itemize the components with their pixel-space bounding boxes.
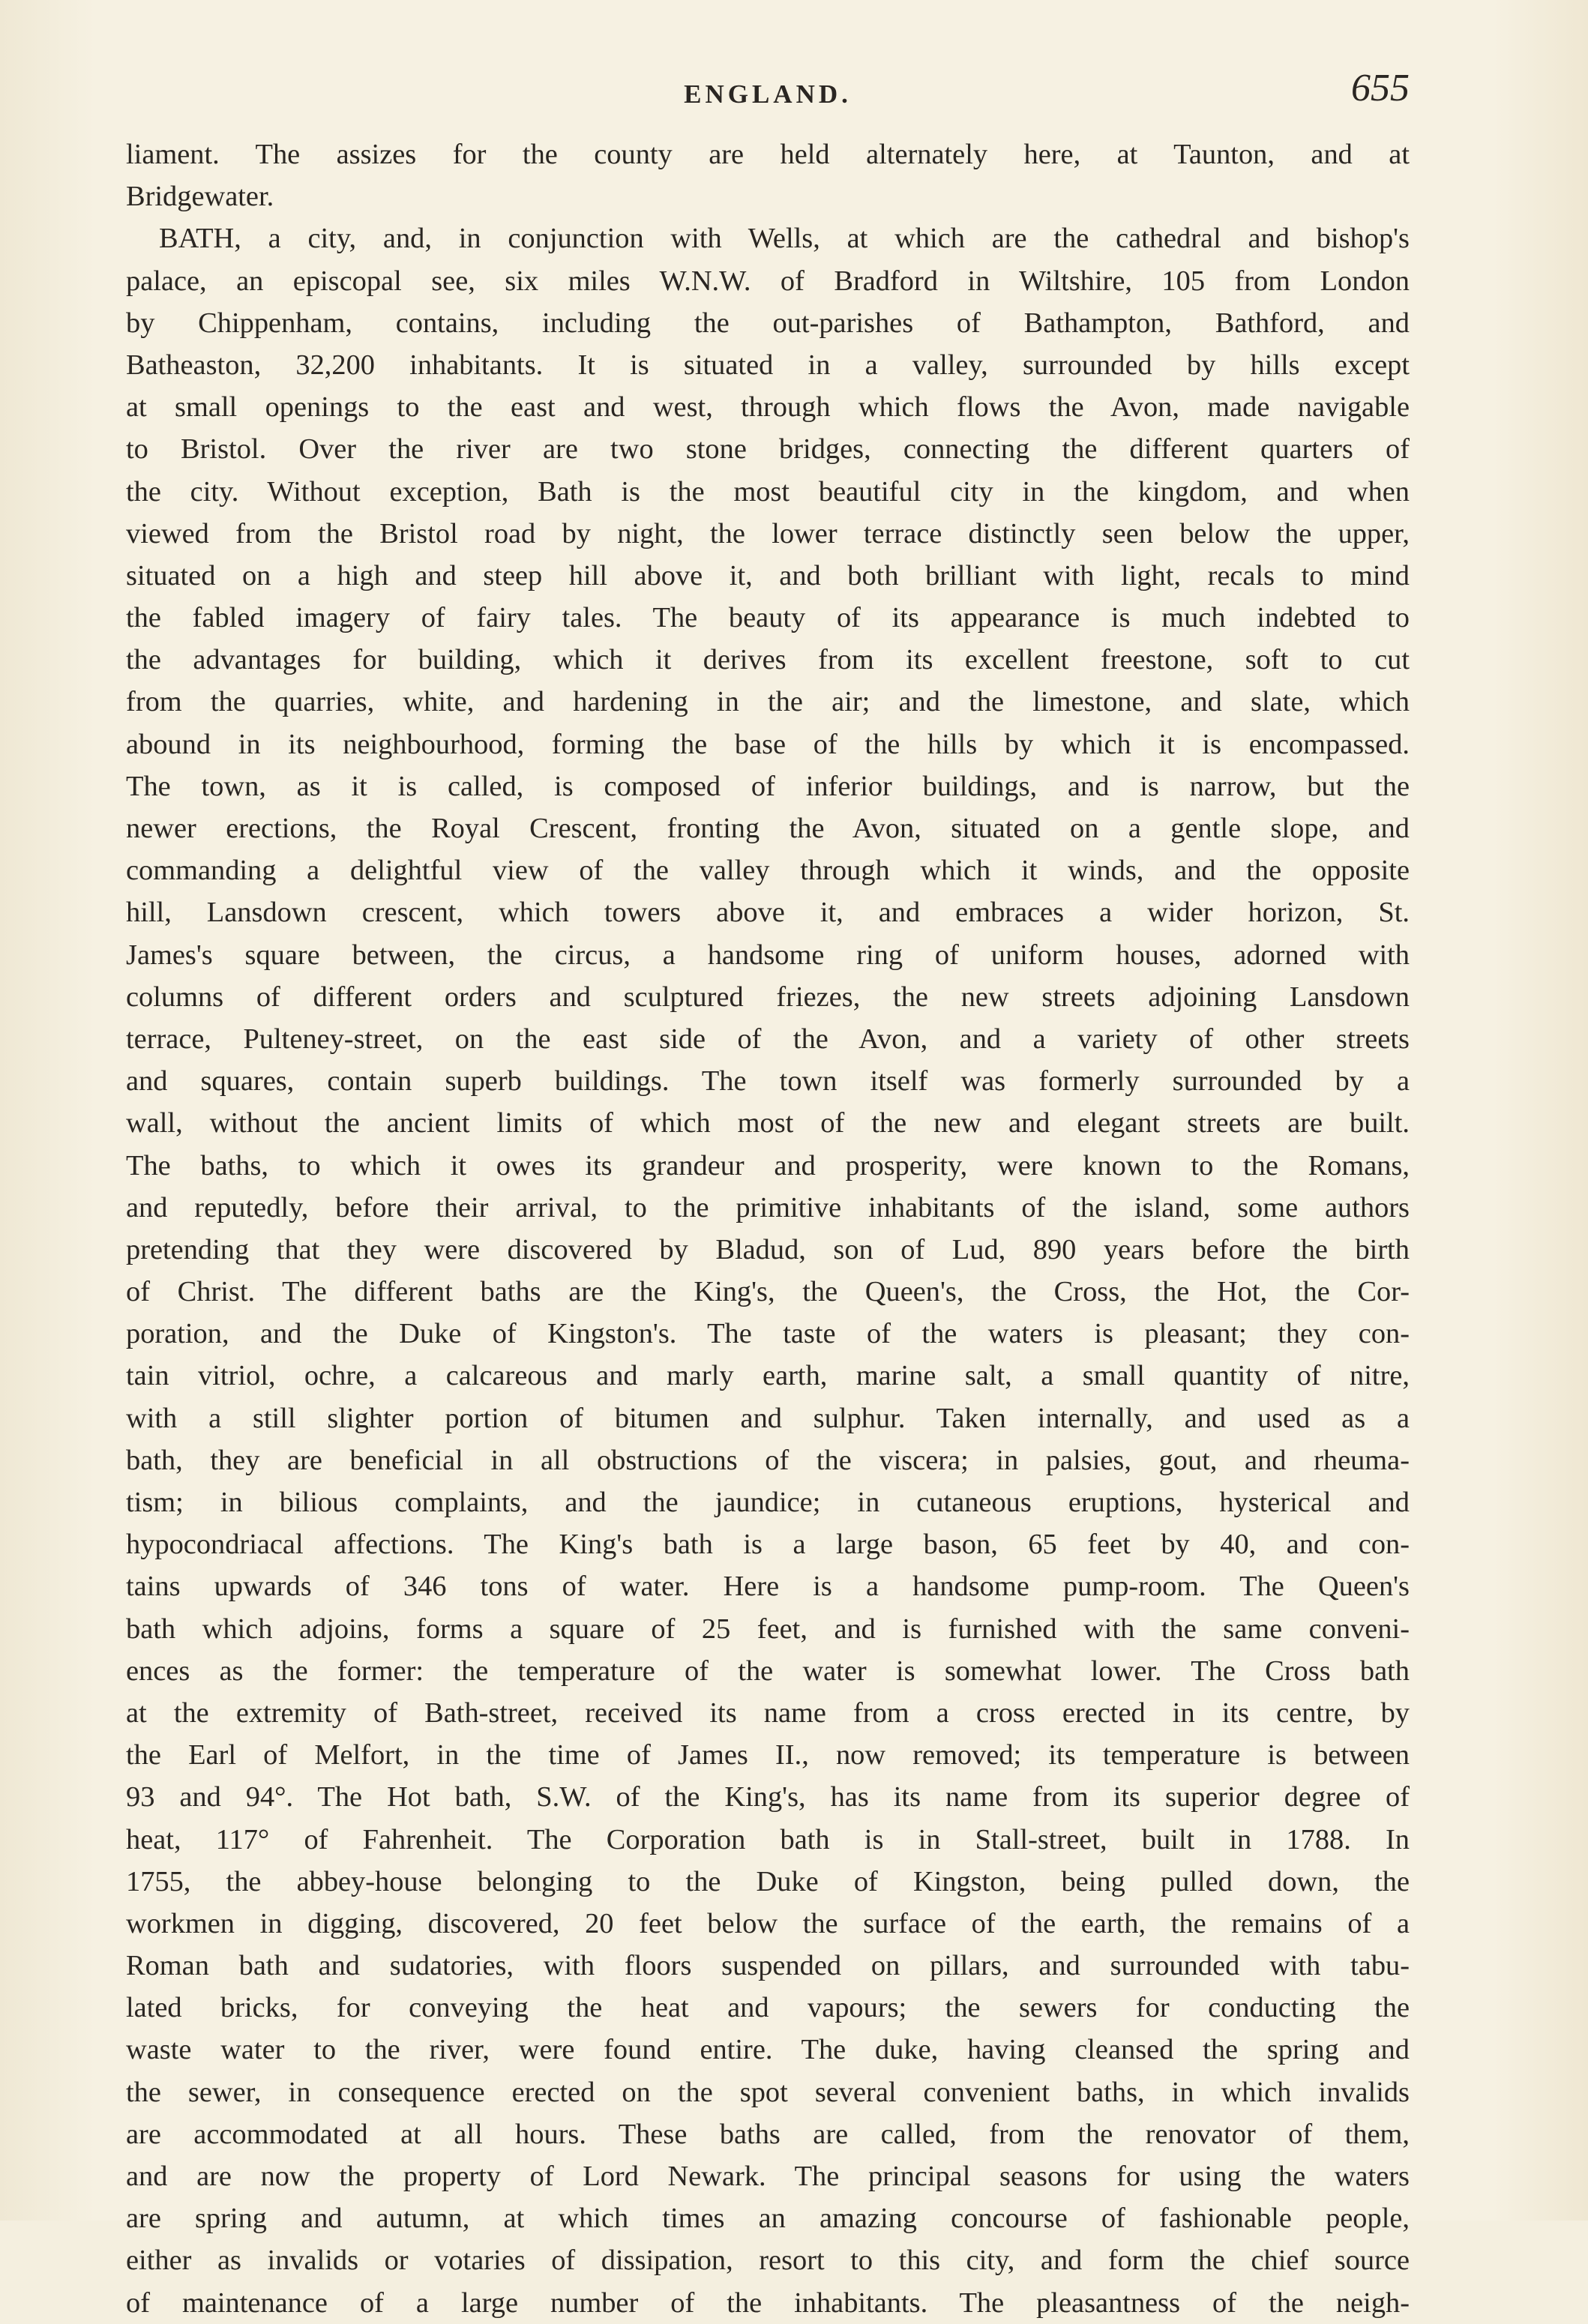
text-line: and are now the property of Lord Newark. The principal seasons for using the waters	[126, 2161, 1410, 2192]
text-line: commanding a delightful view of the valley through which it winds, and the opposite	[126, 855, 1410, 887]
text-line: terrace, Pulteney-street, on the east side of the Avon, and a variety of other streets	[126, 1023, 1410, 1055]
text-line: lated bricks, for conveying the heat and vapours; the sewers for conducting the	[126, 1992, 1410, 2024]
text-line: abound in its neighbourhood, forming the base of the hills by which it is encompassed.	[126, 728, 1410, 760]
text-line: columns of different orders and sculptured friezes, the new streets adjoining Lansdown	[126, 981, 1410, 1013]
text-line: the Earl of Melfort, in the time of James II., now removed; its temperature is between	[126, 1739, 1410, 1771]
text-line: BATH, a city, and, in conjunction with Wells, at which are the cathedral and bishop's	[159, 223, 1410, 255]
text-line: and squares, contain superb buildings. The town itself was formerly surrounded by a	[126, 1065, 1410, 1098]
text-line: at the extremity of Bath-street, received its name from a cross erected in its centre, by	[126, 1697, 1410, 1729]
text-line: James's square between, the circus, a handsome ring of uniform houses, adorned with	[126, 939, 1410, 971]
running-title: ENGLAND.	[684, 79, 852, 109]
text-line: are accommodated at all hours. These baths are called, from the renovator of them,	[126, 2118, 1410, 2150]
text-line: newer erections, the Royal Crescent, fronting the Avon, situated on a gentle slope, and	[126, 813, 1410, 844]
text-line: The baths, to which it owes its grandeur and prosperity, were known to the Romans,	[126, 1149, 1410, 1181]
text-line: tains upwards of 346 tons of water. Here is a handsome pump-room. The Queen's	[126, 1571, 1410, 1603]
text-line: tain vitriol, ochre, a calcareous and marly earth, marine salt, a small quantity of nitre,	[126, 1360, 1410, 1392]
text-line: wall, without the ancient limits of which most of the new and elegant streets are built.	[126, 1107, 1410, 1140]
text-line: Bridgewater.	[126, 181, 274, 213]
text-line: waste water to the river, were found entire. The duke, having cleansed the spring and	[126, 2034, 1410, 2066]
text-line: bath which adjoins, forms a square of 25 feet, and is furnished with the same conveni-	[126, 1613, 1410, 1645]
text-line: bath, they are beneficial in all obstructions of the viscera; in palsies, gout, and rheuma-	[126, 1444, 1410, 1476]
text-line: by Chippenham, contains, including the out-parishes of Bathampton, Bathford, and	[126, 307, 1410, 339]
text-line: situated on a high and steep hill above it, and both brilliant with light, recals to mind	[126, 559, 1410, 591]
text-line: and reputedly, before their arrival, to the primitive inhabitants of the island, some authors	[126, 1191, 1410, 1223]
text-line: 93 and 94°. The Hot bath, S.W. of the King's, has its name from its superior degree of	[126, 1781, 1410, 1813]
running-head	[126, 66, 1410, 118]
text-line: to Bristol. Over the river are two stone bridges, connecting the different quarters of	[126, 433, 1410, 466]
text-line: either as invalids or votaries of dissipation, resort to this city, and form the chief source	[126, 2245, 1410, 2277]
text-line: 1755, the abbey-house belonging to the Duke of Kingston, being pulled down, the	[126, 1865, 1410, 1897]
text-line: hypocondriacal affections. The King's bath is a large bason, 65 feet by 40, and con-	[126, 1529, 1410, 1561]
text-line: hill, Lansdown crescent, which towers above it, and embraces a wider horizon, St.	[126, 897, 1410, 929]
text-line: poration, and the Duke of Kingston's. The taste of the waters is pleasant; they con-	[126, 1318, 1410, 1350]
text-line: The town, as it is called, is composed of inferior buildings, and is narrow, but the	[126, 770, 1410, 802]
body-text	[126, 133, 1410, 2324]
text-line: heat, 117° of Fahrenheit. The Corporation bath is in Stall-street, built in 1788. In	[126, 1823, 1410, 1855]
text-line: ences as the former: the temperature of the water is somewhat lower. The Cross bath	[126, 1655, 1410, 1687]
text-line: from the quarries, white, and hardening in the air; and the limestone, and slate, which	[126, 686, 1410, 718]
text-line: the sewer, in consequence erected on the spot several convenient baths, in which invalids	[126, 2076, 1410, 2108]
text-line: the fabled imagery of fairy tales. The beauty of its appearance is much indebted to	[126, 602, 1410, 634]
text-line: pretending that they were discovered by Bladud, son of Lud, 890 years before the birth	[126, 1233, 1410, 1265]
text-line: palace, an episcopal see, six miles W.N.W. of Bradford in Wiltshire, 105 from London	[126, 265, 1410, 297]
text-line: Roman bath and sudatories, with floors suspended on pillars, and surrounded with tabu-	[126, 1950, 1410, 1982]
text-line: the advantages for building, which it derives from its excellent freestone, soft to cut	[126, 644, 1410, 676]
text-line: the city. Without exception, Bath is the most beautiful city in the kingdom, and when	[126, 475, 1410, 508]
text-line: at small openings to the east and west, through which flows the Avon, made navigable	[126, 391, 1410, 424]
page-number: 655	[1351, 67, 1410, 109]
text-line: workmen in digging, discovered, 20 feet below the surface of the earth, the remains of a	[126, 1907, 1410, 1939]
text-line: are spring and autumn, at which times an amazing concourse of fashionable people,	[126, 2203, 1410, 2235]
text-line: with a still slighter portion of bitumen and sulphur. Taken internally, and used as a	[126, 1402, 1410, 1434]
text-line: of maintenance of a large number of the inhabitants. The pleasantness of the neigh-	[126, 2287, 1410, 2319]
text-line: liament. The assizes for the county are held alternately here, at Taunton, and at	[126, 139, 1410, 170]
text-line: of Christ. The different baths are the King's, the Queen's, the Cross, the Hot, the Cor-	[126, 1276, 1410, 1308]
text-line: Batheaston, 32,200 inhabitants. It is situated in a valley, surrounded by hills except	[126, 349, 1410, 381]
text-line: viewed from the Bristol road by night, the lower terrace distinctly seen below the upper,	[126, 517, 1410, 550]
text-line: tism; in bilious complaints, and the jaundice; in cutaneous eruptions, hysterical and	[126, 1487, 1410, 1518]
